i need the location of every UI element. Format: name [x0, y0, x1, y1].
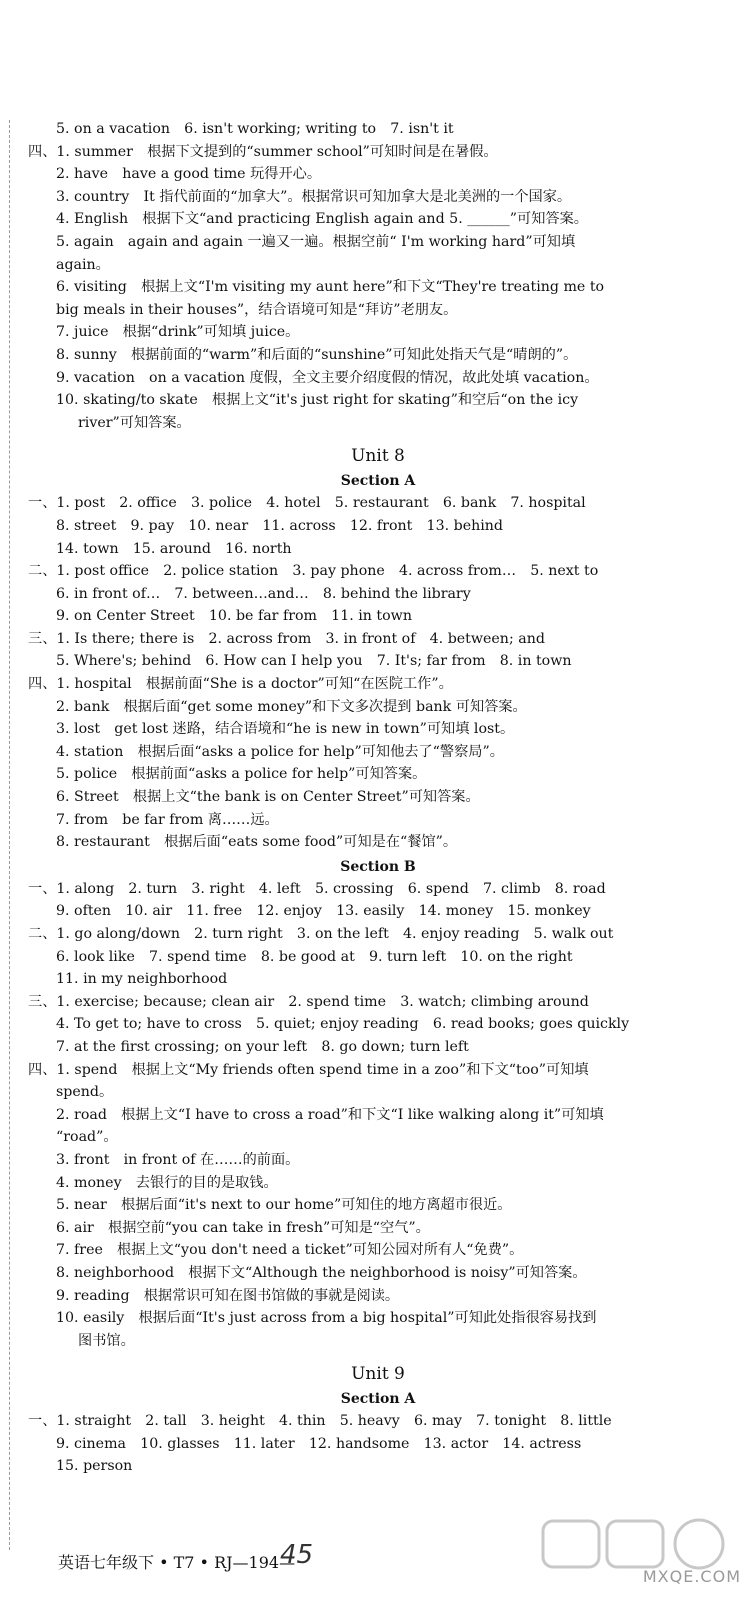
answer-line: 4. To get to; have to cross 5. quiet; enjoy reading 6. read books; goes quickly [56, 1016, 630, 1033]
answer-line: 15. person [56, 1458, 133, 1475]
answer-line: 5. again again and again 一遍又一遍。根据空前“ I'm working hard”可知填 [56, 233, 576, 250]
answer-line: again。 [56, 256, 110, 273]
handwritten-page-number: 45 [280, 1540, 314, 1570]
answer-line: 9. reading 根据常识可知在图书馆做的事就是阅读。 [56, 1287, 400, 1304]
answer-line: 10. skating/to skate 根据上文“it's just right for skating”和空后“on the icy [56, 392, 579, 409]
answer-line: “road”。 [56, 1129, 118, 1146]
answer-line: river”可知答案。 [78, 414, 191, 431]
answer-line: 6. visiting 根据上文“I'm visiting my aunt here”和下文“They're treating me to [56, 279, 605, 296]
answer-line: 9. cinema 10. glasses 11. later 12. handsome 13. actor 14. actress [56, 1435, 582, 1452]
answer-line: 3. front in front of 在……的前面。 [56, 1151, 300, 1168]
answer-line: 二、1. go along/down 2. turn right 3. on the left 4. enjoy reading 5. walk out [28, 926, 614, 942]
answer-line: 7. juice 根据“drink”可知填 juice。 [56, 324, 300, 341]
answer-line: 2. have have a good time 玩得开心。 [56, 166, 322, 183]
answer-line: 6. air 根据空前“you can take in fresh”可知是“空气”。 [56, 1219, 430, 1236]
answer-line: 4. money 去银行的目的是取钱。 [56, 1174, 278, 1191]
section-heading: Section A [340, 1391, 416, 1408]
answer-line: 二、1. post office 2. police station 3. pay phone 4. across from… 5. next to [28, 563, 599, 580]
unit-title: Unit 8 [351, 446, 405, 467]
answer-line: 四、1. hospital 根据前面“She is a doctor”可知“在医院工作”。 [28, 676, 453, 693]
section-heading: Section B [340, 858, 416, 875]
answer-line: 5. on a vacation 6. isn't working; writing to 7. isn't it [56, 121, 454, 137]
answer-line: 8. neighborhood 根据下文“Although the neighborhood is noisy”可知答案。 [56, 1264, 587, 1281]
answer-line: 7. free 根据上文“you don't need a ticket”可知公园对所有人“免费”。 [56, 1242, 524, 1259]
answer-line: 5. Where's; behind 6. How can I help you 7. It's; far from 8. in town [56, 653, 572, 670]
answer-line: 图书馆。 [78, 1332, 135, 1349]
answer-line: 4. English 根据下文“and practicing English again and 5. ______”可知答案。 [56, 211, 588, 228]
answer-line: 9. on Center Street 10. be far from 11. in town [56, 608, 412, 625]
answer-line: 6. Street 根据上文“the bank is on Center Street”可知答案。 [56, 789, 480, 806]
answer-line: 5. near 根据后面“it's next to our home”可知住的地方离超市很近。 [56, 1197, 512, 1214]
answer-line: 四、1. spend 根据上文“My friends often spend time in a zoo”和下文“too”可知填 [28, 1061, 589, 1078]
answer-line: 三、1. exercise; because; clean air 2. spend time 3. watch; climbing around [28, 993, 589, 1010]
answer-line: 9. often 10. air 11. free 12. enjoy 13. easily 14. money 15. monkey [56, 903, 591, 920]
answer-line: 3. lost get lost 迷路，结合语境和“he is new in town”可知填 lost。 [56, 721, 515, 738]
answer-line: 7. from be far from 离……远。 [56, 811, 279, 828]
answer-line: 8. street 9. pay 10. near 11. across 12. front 13. behind [56, 517, 503, 534]
answer-line: 3. country It 指代前面的“加拿大”。根据常识可知加拿大是北美洲的一个国家。 [56, 188, 572, 205]
answer-line: 4. station 根据后面“asks a police for help”可知他去了“警察局”。 [56, 743, 504, 760]
answer-line: 2. road 根据上文“I have to cross a road”和下文“I like walking along it”可知填 [56, 1106, 604, 1123]
answer-line: 2. bank 根据后面“get some money”和下文多次提到 bank 可知答案。 [56, 698, 527, 715]
answer-line: 8. restaurant 根据后面“eats some food”可知是在“餐馆”。 [56, 834, 458, 851]
section-heading: Section A [340, 473, 416, 490]
answer-line: 14. town 15. around 16. north [56, 540, 292, 557]
answer-line: 四、1. summer 根据下文提到的“summer school”可知时间是在暑假。 [28, 143, 498, 160]
answer-line: 11. in my neighborhood [56, 971, 228, 988]
answer-line: 一、1. along 2. turn 3. right 4. left 5. crossing 6. spend 7. climb 8. road [28, 880, 606, 897]
answer-line: 6. look like 7. spend time 8. be good at 9. turn left 10. on the right [56, 948, 573, 965]
answer-line: 9. vacation on a vacation 度假，全文主要介绍度假的情况，故此处填 vacation。 [56, 369, 599, 386]
binding-dashed-line [9, 120, 10, 1550]
answer-line: 一、1. straight 2. tall 3. height 4. thin 5. heavy 6. may 7. tonight 8. little [28, 1413, 612, 1430]
watermark-text: MXQE.COM [642, 1567, 741, 1586]
answer-line: spend。 [56, 1084, 114, 1101]
unit-title: Unit 9 [351, 1364, 405, 1385]
answer-line: 10. easily 根据后面“It's just across from a big hospital”可知此处指很容易找到 [56, 1310, 597, 1327]
page-footer: 英语七年级下 • T7 • RJ—194— [58, 1553, 296, 1572]
answer-content [28, 118, 728, 1478]
answer-line: 7. at the first crossing; on your left 8. go down; turn left [56, 1038, 469, 1055]
answer-line: big meals in their houses”，结合语境可知是“拜访”老朋友。 [56, 301, 458, 318]
answer-line: 三、1. Is there; there is 2. across from 3. in front of 4. between; and [28, 630, 545, 647]
answer-line: 一、1. post 2. office 3. police 4. hotel 5. restaurant 6. bank 7. hospital [28, 495, 586, 512]
answer-line: 8. sunny 根据前面的“warm”和后面的“sunshine”可知此处指天气是“晴朗的”。 [56, 346, 578, 363]
answer-line: 5. police 根据前面“asks a police for help”可知答案。 [56, 766, 427, 783]
answer-line: 6. in front of… 7. between…and… 8. behind the library [56, 585, 471, 602]
